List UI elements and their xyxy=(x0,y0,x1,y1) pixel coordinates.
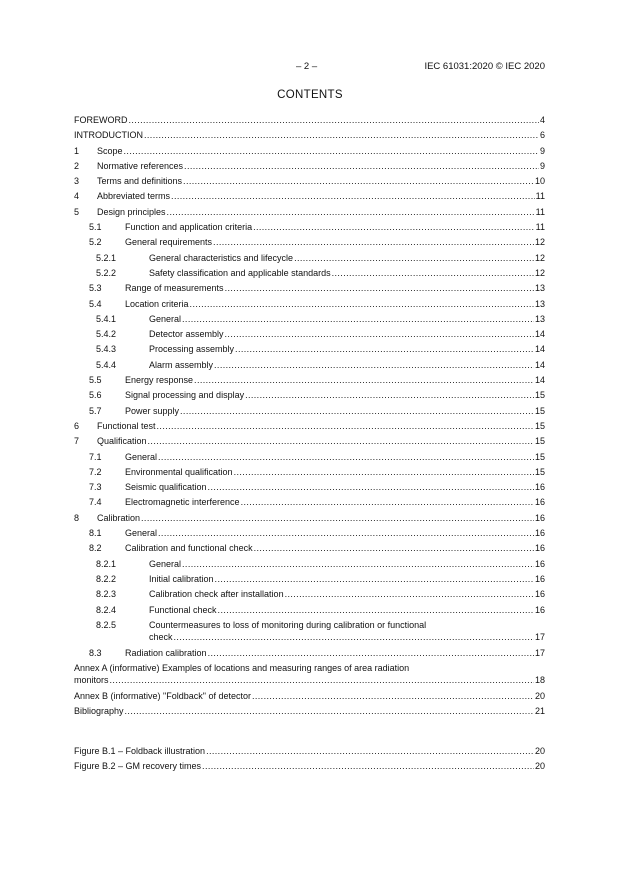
toc-entry-number: 5.1 xyxy=(89,222,102,233)
toc-entry-number: 7 xyxy=(74,436,80,447)
toc-entry-line xyxy=(149,251,545,265)
toc-entry[interactable] xyxy=(74,603,545,618)
toc-entry-title: Detector assembly xyxy=(149,329,224,340)
toc-entry-line xyxy=(125,281,545,295)
toc-entry-title: Processing assembly xyxy=(149,344,235,355)
toc-entry[interactable] xyxy=(74,205,545,220)
toc-entry[interactable] xyxy=(74,174,545,189)
toc-entry-number: 5.2.2 xyxy=(96,267,117,278)
toc-entry-title: General xyxy=(125,528,158,539)
toc-entry-page: 18 xyxy=(534,675,545,686)
toc-entry-title: Electromagnetic interference xyxy=(125,497,240,508)
figure-entry-title: Figure B.1 – Foldback illustration xyxy=(74,745,206,756)
toc-entry-page: 14 xyxy=(534,375,545,386)
toc-entry-page: 15 xyxy=(534,390,545,401)
toc-entry-number: 5.7 xyxy=(89,405,102,416)
dot-leader xyxy=(182,557,534,571)
toc-entry-line xyxy=(149,572,545,586)
dot-leader xyxy=(174,630,534,644)
toc-entry-number: 5.4 xyxy=(89,298,102,309)
toc-entry[interactable] xyxy=(74,327,545,342)
toc-entry-page: 21 xyxy=(534,706,545,717)
toc-entry[interactable] xyxy=(74,235,545,250)
toc-entry-page: 16 xyxy=(534,512,545,523)
toc-entry-number: 4 xyxy=(74,191,80,202)
toc-entry-line xyxy=(125,541,545,555)
dot-leader xyxy=(158,450,534,464)
toc-entry-title: Annex B (informative) "Foldback" of detector xyxy=(74,691,251,702)
toc-entry-line xyxy=(97,419,545,433)
toc-entry[interactable] xyxy=(74,526,545,541)
toc-entry[interactable] xyxy=(74,266,545,281)
toc-entry-title-cont: check xyxy=(149,631,173,642)
toc-entry-page: 6 xyxy=(539,130,545,141)
toc-entry-page: 16 xyxy=(534,589,545,600)
toc-entry-number: 1 xyxy=(74,145,80,156)
dot-leader xyxy=(183,174,534,188)
toc-entry-page: 16 xyxy=(534,543,545,554)
toc-entry[interactable] xyxy=(74,450,545,465)
toc-entry[interactable] xyxy=(74,358,545,373)
toc-entry-page: 16 xyxy=(534,482,545,493)
figure-entry[interactable] xyxy=(74,744,545,759)
toc-entry-title: Normative references xyxy=(97,160,184,171)
toc-entry-number: 8.1 xyxy=(89,528,102,539)
dot-leader xyxy=(254,541,534,555)
toc-entry-title: Calibration xyxy=(97,512,141,523)
dot-leader xyxy=(234,465,534,479)
toc-entry[interactable] xyxy=(74,465,545,480)
toc-entry-number: 8.2.1 xyxy=(96,558,117,569)
dot-leader xyxy=(190,297,534,311)
dot-leader xyxy=(184,159,539,173)
toc-entry-line xyxy=(149,342,545,356)
toc-entry-page: 20 xyxy=(534,691,545,702)
toc-entry-page: 14 xyxy=(534,329,545,340)
toc-entry-title: Radiation calibration xyxy=(125,647,207,658)
dot-leader xyxy=(194,373,534,387)
toc-entry[interactable] xyxy=(74,618,545,646)
dot-leader xyxy=(182,312,534,326)
dot-leader xyxy=(141,511,534,525)
toc-entry-line xyxy=(149,312,545,326)
toc-entry-page: 14 xyxy=(534,344,545,355)
toc-entry-title: Range of measurements xyxy=(125,283,224,294)
toc-entry-number: 8.2.2 xyxy=(96,573,117,584)
toc-entry-page: 16 xyxy=(534,604,545,615)
toc-entry-line xyxy=(125,450,545,464)
toc-entry[interactable] xyxy=(74,281,545,296)
dot-leader xyxy=(208,480,534,494)
toc-entry-number: 8.3 xyxy=(89,647,102,658)
toc-entry[interactable] xyxy=(74,404,545,419)
dot-leader xyxy=(167,205,535,219)
toc-entry-page: 13 xyxy=(534,298,545,309)
toc-entry-title: Power supply xyxy=(125,405,180,416)
toc-entry-line xyxy=(149,358,545,372)
toc-entry[interactable] xyxy=(74,373,545,388)
toc-entry[interactable] xyxy=(74,159,545,174)
toc-entry-number: 8 xyxy=(74,512,80,523)
toc-entry[interactable] xyxy=(74,495,545,510)
toc-entry-title: Environmental qualification xyxy=(125,466,233,477)
dot-leader xyxy=(285,587,534,601)
toc-entry[interactable] xyxy=(74,220,545,235)
toc-entry-number: 8.2 xyxy=(89,543,102,554)
toc-entry-title: General xyxy=(149,313,182,324)
toc-entry-number: 5.2 xyxy=(89,237,102,248)
toc-entry-page: 15 xyxy=(534,466,545,477)
toc-entry-title: Initial calibration xyxy=(149,573,214,584)
toc-entry-line xyxy=(149,557,545,571)
dot-leader xyxy=(125,704,534,718)
toc-entry-line xyxy=(74,689,545,703)
contents-title: CONTENTS xyxy=(277,89,343,101)
toc-entry-line xyxy=(125,373,545,387)
toc-entry-line xyxy=(97,205,545,219)
dot-leader xyxy=(253,220,535,234)
toc-entry-page: 10 xyxy=(534,176,545,187)
dot-leader xyxy=(332,266,534,280)
toc-entry-line xyxy=(74,704,545,718)
dot-leader xyxy=(245,388,534,402)
toc-entry-title: Seismic qualification xyxy=(125,482,207,493)
toc-entry-title: Safety classification and applicable standards xyxy=(149,267,331,278)
toc-entry-number: 7.1 xyxy=(89,451,102,462)
toc-entry-page: 16 xyxy=(534,528,545,539)
toc-entry-line xyxy=(97,174,545,188)
toc-entry-page: 15 xyxy=(534,405,545,416)
toc-entry[interactable] xyxy=(74,511,545,526)
figure-entry-title: Figure B.2 – GM recovery times xyxy=(74,760,202,771)
toc-entry-line xyxy=(97,434,545,448)
toc-entry-number: 5.4.3 xyxy=(96,344,117,355)
toc-entry-title: Countermeasures to loss of monitoring during calibration or functional xyxy=(149,619,427,630)
figure-entry-line xyxy=(74,759,545,773)
toc-entry[interactable] xyxy=(74,480,545,495)
toc-entry-line xyxy=(149,587,545,601)
dot-leader xyxy=(148,434,534,448)
dot-leader xyxy=(157,419,534,433)
toc-entry[interactable] xyxy=(74,587,545,602)
toc-entry-number: 8.2.4 xyxy=(96,604,117,615)
toc-entry[interactable] xyxy=(74,342,545,357)
toc-entry[interactable] xyxy=(74,661,545,689)
toc-entry-title: Functional check xyxy=(149,604,217,615)
figure-entry-page: 20 xyxy=(534,745,545,756)
toc-entry-line xyxy=(97,159,545,173)
toc-entry-title: Calibration and functional check xyxy=(125,543,253,554)
toc-entry-title: Energy response xyxy=(125,375,194,386)
dot-leader xyxy=(129,113,539,127)
toc-entry-title: Terms and definitions xyxy=(97,176,183,187)
toc-entry-number: 3 xyxy=(74,176,80,187)
toc-entry-page: 16 xyxy=(534,573,545,584)
toc-entry-number: 5.4.1 xyxy=(96,313,117,324)
toc-entry-title: INTRODUCTION xyxy=(74,130,143,141)
toc-entry[interactable] xyxy=(74,419,545,434)
toc-entry-page: 17 xyxy=(534,631,545,642)
figure-entry-line xyxy=(74,744,545,758)
toc-entry[interactable] xyxy=(74,189,545,204)
toc-entry-line xyxy=(125,235,545,249)
toc-entry-number: 7.3 xyxy=(89,482,102,493)
toc-entry-title: Abbreviated terms xyxy=(97,191,171,202)
toc-entry-number: 7.4 xyxy=(89,497,102,508)
toc-entry-number: 5.4.4 xyxy=(96,359,117,370)
toc-entry-title: Bibliography xyxy=(74,706,124,717)
toc-entry-title: FOREWORD xyxy=(74,115,128,125)
dot-leader xyxy=(218,603,534,617)
dot-leader xyxy=(180,404,534,418)
toc-entry-title: Location criteria xyxy=(125,298,189,309)
figure-entry-page: 20 xyxy=(534,760,545,771)
toc-entry-page: 15 xyxy=(534,451,545,462)
toc-entry[interactable] xyxy=(74,388,545,403)
toc-entry-line xyxy=(97,511,545,525)
toc-entry[interactable] xyxy=(74,572,545,587)
section-gap xyxy=(74,720,545,744)
toc-entry-page: 11 xyxy=(535,222,545,233)
toc-entry[interactable] xyxy=(74,128,545,143)
toc-entry[interactable] xyxy=(74,434,545,449)
toc-entry-title: Design principles xyxy=(97,206,166,217)
toc-entry-line xyxy=(125,220,545,234)
toc-entry-line xyxy=(125,480,545,494)
toc-entry[interactable] xyxy=(74,251,545,266)
dot-leader xyxy=(294,251,534,265)
toc-entry-line xyxy=(97,144,545,158)
table-of-contents xyxy=(74,113,545,774)
toc-entry[interactable] xyxy=(74,144,545,159)
toc-entry-number: 6 xyxy=(74,420,80,431)
toc-entry-title: General characteristics and lifecycle xyxy=(149,252,294,263)
figure-entry[interactable] xyxy=(74,759,545,774)
dot-leader xyxy=(215,572,534,586)
toc-entry-title-cont: monitors xyxy=(74,675,109,686)
toc-entry-title: Qualification xyxy=(97,436,147,447)
toc-entry-line xyxy=(125,646,545,660)
toc-entry-page: 4 xyxy=(539,115,545,125)
toc-entry-number: 5.2.1 xyxy=(96,252,117,263)
toc-entry-line xyxy=(149,603,545,617)
toc-entry-title: Alarm assembly xyxy=(149,359,214,370)
toc-entry-line xyxy=(125,404,545,418)
toc-entry-title: General xyxy=(125,451,158,462)
toc-entry-line xyxy=(149,327,545,341)
toc-entry-number: 2 xyxy=(74,160,80,171)
toc-entry[interactable] xyxy=(74,297,545,312)
toc-entry-number: 7.2 xyxy=(89,466,102,477)
dot-leader xyxy=(213,235,534,249)
toc-entry-title: Calibration check after installation xyxy=(149,589,284,600)
toc-entry-line xyxy=(74,113,545,127)
toc-entry-title: Function and application criteria xyxy=(125,222,253,233)
dot-leader xyxy=(241,495,534,509)
dot-leader xyxy=(206,744,534,758)
toc-entry[interactable] xyxy=(74,646,545,661)
toc-entry-page: 9 xyxy=(539,160,545,171)
toc-entry-page: 9 xyxy=(539,145,545,156)
dot-leader xyxy=(158,526,534,540)
toc-entry[interactable] xyxy=(74,113,545,128)
toc-entry[interactable] xyxy=(74,312,545,327)
toc-entry-page: 13 xyxy=(534,313,545,324)
toc-entry[interactable] xyxy=(74,689,545,704)
dot-leader xyxy=(171,189,535,203)
toc-entry-page: 12 xyxy=(534,237,545,248)
toc-entry-page: 15 xyxy=(534,420,545,431)
toc-entry-page: 11 xyxy=(535,206,545,217)
toc-entry-number: 5.5 xyxy=(89,375,102,386)
toc-entry-page: 13 xyxy=(534,283,545,294)
toc-entry-line xyxy=(149,266,545,280)
toc-entry-page: 12 xyxy=(534,267,545,278)
toc-entry-title: General xyxy=(149,558,182,569)
toc-entry-title: General requirements xyxy=(125,237,213,248)
toc-entry[interactable] xyxy=(74,557,545,572)
dot-leader xyxy=(225,327,534,341)
toc-entry[interactable] xyxy=(74,704,545,719)
dot-leader xyxy=(202,759,534,773)
toc-entry-number: 5.3 xyxy=(89,283,102,294)
toc-entry-line xyxy=(97,189,545,203)
toc-entry-page: 14 xyxy=(534,359,545,370)
toc-entry-line xyxy=(125,297,545,311)
dot-leader xyxy=(235,342,534,356)
toc-entry-line xyxy=(125,495,545,509)
dot-leader xyxy=(225,281,534,295)
toc-entry-number: 5.6 xyxy=(89,390,102,401)
toc-entry-page: 17 xyxy=(534,647,545,658)
toc-entry-title: Signal processing and display xyxy=(125,390,245,401)
toc-entry-page: 15 xyxy=(534,436,545,447)
toc-entry-line xyxy=(149,630,545,644)
toc-entry-page: 11 xyxy=(535,191,545,202)
toc-entry-page: 16 xyxy=(534,558,545,569)
toc-entry-title: Annex A (informative) Examples of locations and measuring ranges of area radiation xyxy=(74,663,410,674)
toc-entry[interactable] xyxy=(74,541,545,556)
dot-leader xyxy=(144,128,539,142)
toc-entry-number: 8.2.5 xyxy=(96,619,117,630)
dot-leader xyxy=(208,646,534,660)
toc-entry-page: 12 xyxy=(534,252,545,263)
toc-entry-line xyxy=(74,128,545,142)
toc-entry-title: Scope xyxy=(97,145,123,156)
toc-entry-line xyxy=(74,673,545,687)
dot-leader xyxy=(110,673,534,687)
toc-entry-number: 5.4.2 xyxy=(96,329,117,340)
toc-entry-line xyxy=(125,526,545,540)
toc-entry-page: 16 xyxy=(534,497,545,508)
toc-entry-title: Functional test xyxy=(97,420,156,431)
page-number: – 2 – xyxy=(296,61,318,72)
toc-entry-number: 5 xyxy=(74,206,80,217)
dot-leader xyxy=(214,358,534,372)
toc-entry-number: 8.2.3 xyxy=(96,589,117,600)
dot-leader xyxy=(124,144,539,158)
dot-leader xyxy=(252,689,534,703)
toc-entry-line xyxy=(125,465,545,479)
standard-id: IEC 61031:2020 © IEC 2020 xyxy=(424,61,545,72)
toc-entry-line xyxy=(125,388,545,402)
